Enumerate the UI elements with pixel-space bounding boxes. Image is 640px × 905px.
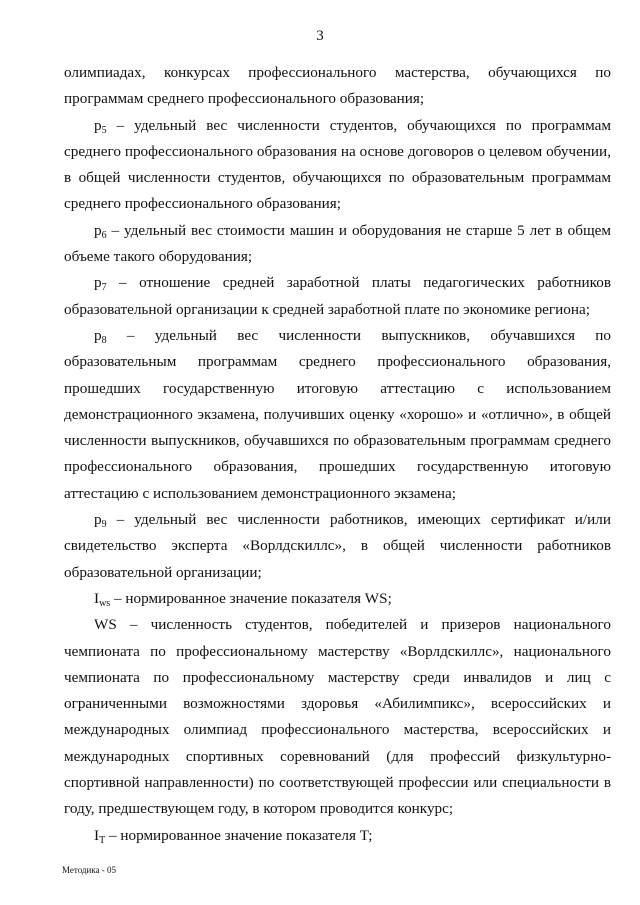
variable-symbol: p: [94, 511, 102, 529]
document-body: [64, 60, 611, 849]
variable-subscript: ws: [99, 597, 111, 609]
variable-subscript: 6: [101, 229, 107, 241]
paragraph-text: олимпиадах, конкурсах профессионального мастерства, обучающихся по программам среднего профессионального образования;: [64, 64, 611, 108]
paragraph-p8: [64, 323, 611, 507]
paragraph-text: – удельный вес стоимости машин и оборудования не старше 5 лет в общем объеме такого оборудования;: [64, 221, 611, 266]
paragraph-p5: [64, 113, 611, 218]
variable-subscript: 5: [101, 124, 107, 136]
paragraph-text: – нормированное значение показателя T;: [105, 826, 373, 844]
variable-symbol: p: [94, 221, 102, 239]
paragraph-text: – нормированное значение показателя WS;: [110, 589, 392, 607]
paragraph-it: [64, 823, 611, 849]
variable-symbol: p: [94, 116, 102, 134]
paragraph-text: – удельный вес численности выпускников, обучавшихся по образовательным программам среднего профессионального образования, прошедших государственную итоговую аттестацию с использованием демонстрационного экзамена, получивших оценку «хорошо» и «отлично», в общей численности выпускников, обучавшихся по образовательным программам среднего профессионального образования, прошедших государственную итоговую аттестацию с использованием демонстрационного экзамена;: [64, 326, 611, 502]
paragraph-ws: [64, 612, 611, 822]
variable-subscript: T: [99, 834, 106, 846]
variable-subscript: 8: [101, 334, 107, 346]
footer-label: Методика - 05: [62, 865, 117, 875]
paragraph-p6: [64, 218, 611, 271]
variable-subscript: 9: [101, 519, 107, 531]
page-number: 3: [316, 28, 324, 44]
variable-symbol: p: [94, 326, 102, 344]
paragraph-text: – удельный вес численности работников, имеющих сертификат и/или свидетельство эксперта «Ворлдскиллс», в общей численности работников образовательной организации;: [64, 511, 611, 581]
paragraph-p7: [64, 270, 611, 323]
variable-symbol: p: [94, 274, 102, 292]
paragraph-text: – отношение средней заработной платы педагогических работников образовательной организации к средней заработной плате по экономике региона;: [64, 274, 611, 318]
variable-subscript: 7: [101, 282, 107, 294]
paragraph-text: WS – численность студентов, победителей и призеров национального чемпионата по профессиональному мастерству «Ворлдскиллс», национального чемпионата по профессиональному мастерству среди инвалидов и лиц с ограниченными возможностями здоровья «Абилимпикс», всероссийских и международных олимпиад профессионального мастерства, всероссийских и международных спортивных соревнований (для профессий физкультурно-спортивной направленности) по соответствующей профессии или специальности в году, предшествующем году, в котором проводится конкурс;: [64, 616, 611, 818]
variable-symbol: I: [94, 826, 100, 844]
paragraph-continuation: [64, 60, 611, 113]
paragraph-p9: [64, 507, 611, 586]
variable-symbol: I: [94, 589, 100, 607]
paragraph-text: – удельный вес численности студентов, обучающихся по программам среднего профессионального образования на основе договоров о целевом обучении, в общей численности студентов, обучающихся по образовательным программам среднего профессионального образования;: [64, 116, 611, 213]
paragraph-iws: [64, 586, 611, 612]
